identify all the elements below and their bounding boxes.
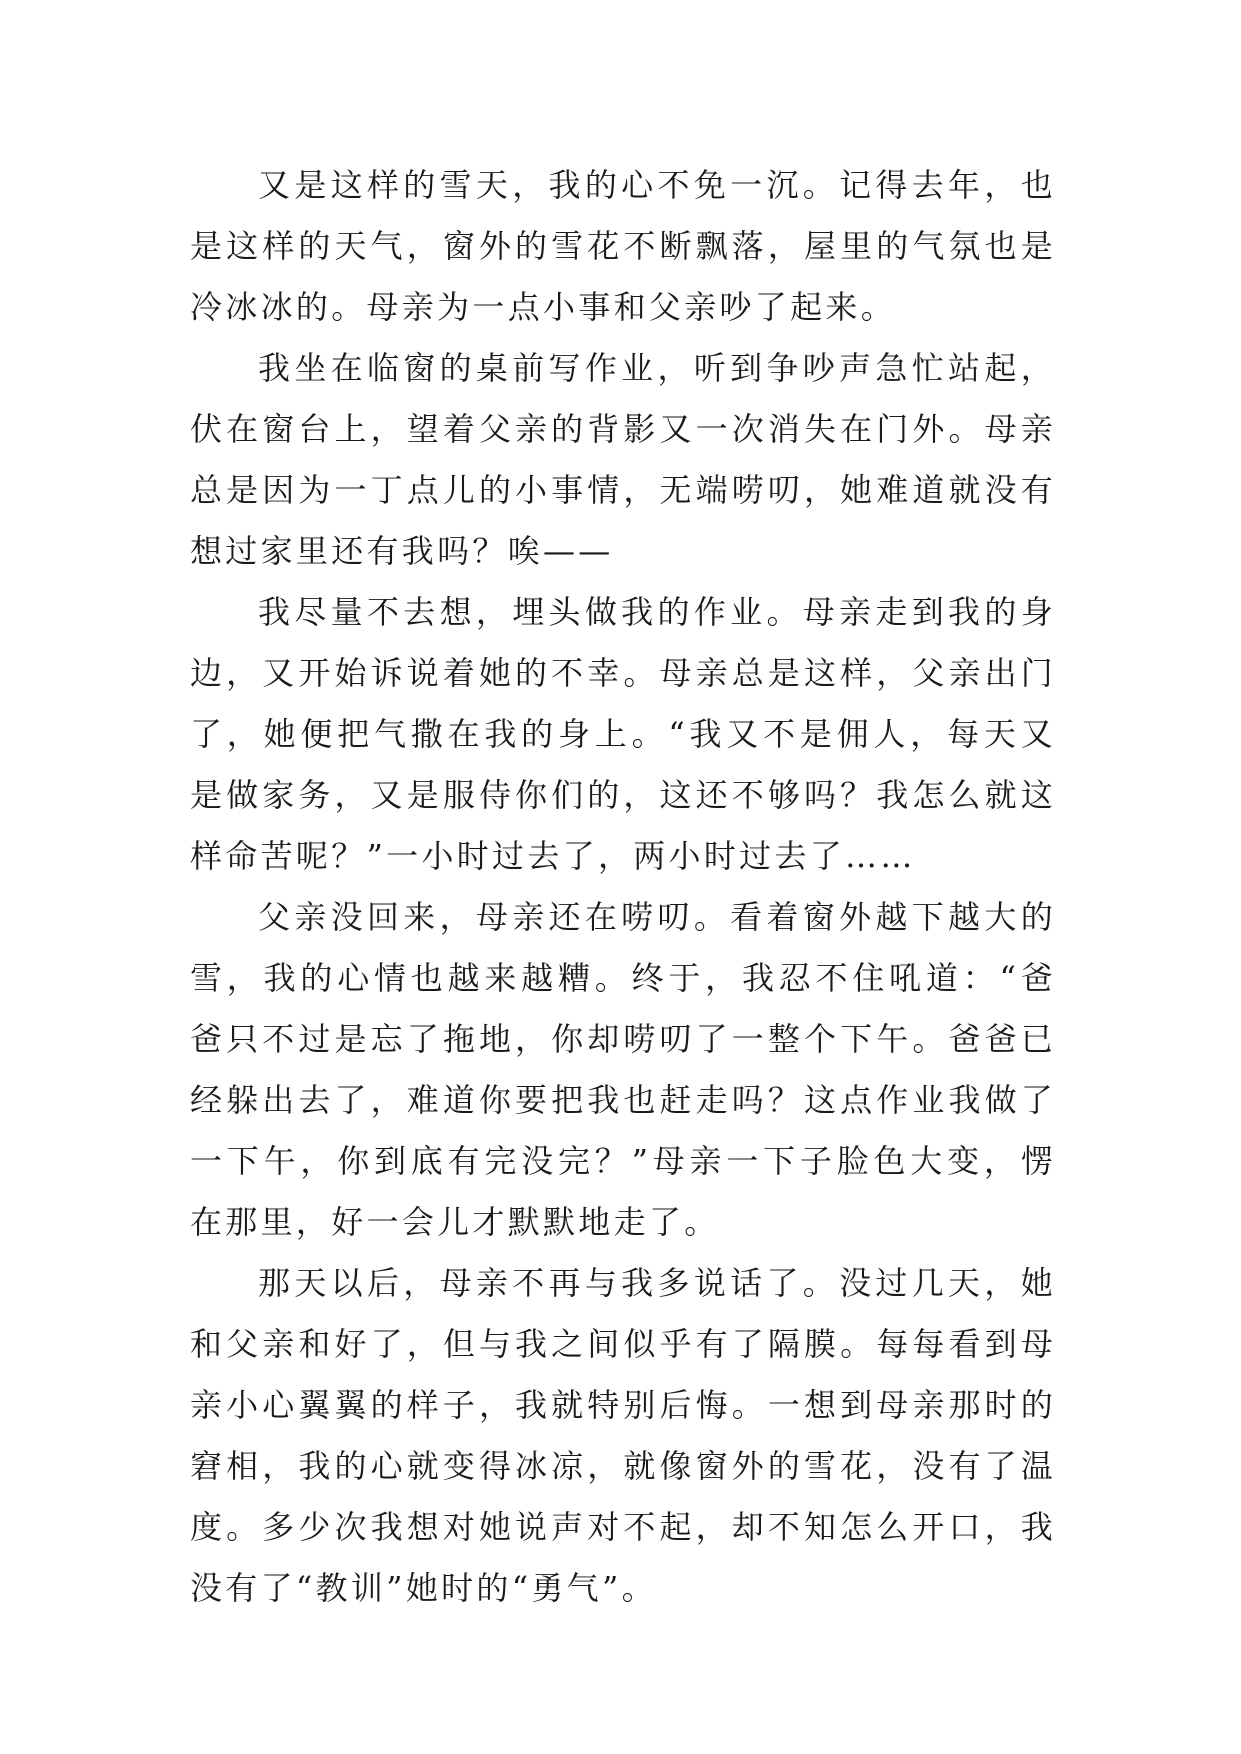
paragraph-5: 那天以后，母亲不再与我多说话了。没过几天，她和父亲和好了，但与我之间似乎有了隔膜。每每看到母亲小心翼翼的样子，我就特别后悔。一想到母亲那时的窘相，我的心就变得冰凉，就像窗外的雪花，没有了温度。多少次我想对她说声对不起，却不知怎么开口，我没有了“教训”她时的“勇气”。 xyxy=(190,1264,1056,1607)
paragraph-1: 又是这样的雪天，我的心不免一沉。记得去年，也是这样的天气，窗外的雪花不断飘落，屋里的气氛也是冷冰冰的。母亲为一点小事和父亲吵了起来。 xyxy=(190,166,1056,326)
paragraph-4: 父亲没回来，母亲还在唠叨。看着窗外越下越大的雪，我的心情也越来越糟。终于，我忍不住吼道：“爸爸只不过是忘了拖地，你却唠叨了一整个下午。爸爸已经躲出去了，难道你要把我也赶走吗？这点作业我做了一下午，你到底有完没完？”母亲一下子脸色大变，愣在那里，好一会儿才默默地走了。 xyxy=(190,898,1056,1241)
paragraph-3: 我尽量不去想，埋头做我的作业。母亲走到我的身边，又开始诉说着她的不幸。母亲总是这样，父亲出门了，她便把气撒在我的身上。“我又不是佣人，每天又是做家务，又是服侍你们的，这还不够吗？我怎么就这样命苦呢？”一小时过去了，两小时过去了…… xyxy=(190,593,1056,875)
essay-body xyxy=(190,155,1056,1619)
paragraph-2: 我坐在临窗的桌前写作业，听到争吵声急忙站起，伏在窗台上，望着父亲的背影又一次消失在门外。母亲总是因为一丁点儿的小事情，无端唠叨，她难道就没有想过家里还有我吗？唉—— xyxy=(190,349,1056,570)
